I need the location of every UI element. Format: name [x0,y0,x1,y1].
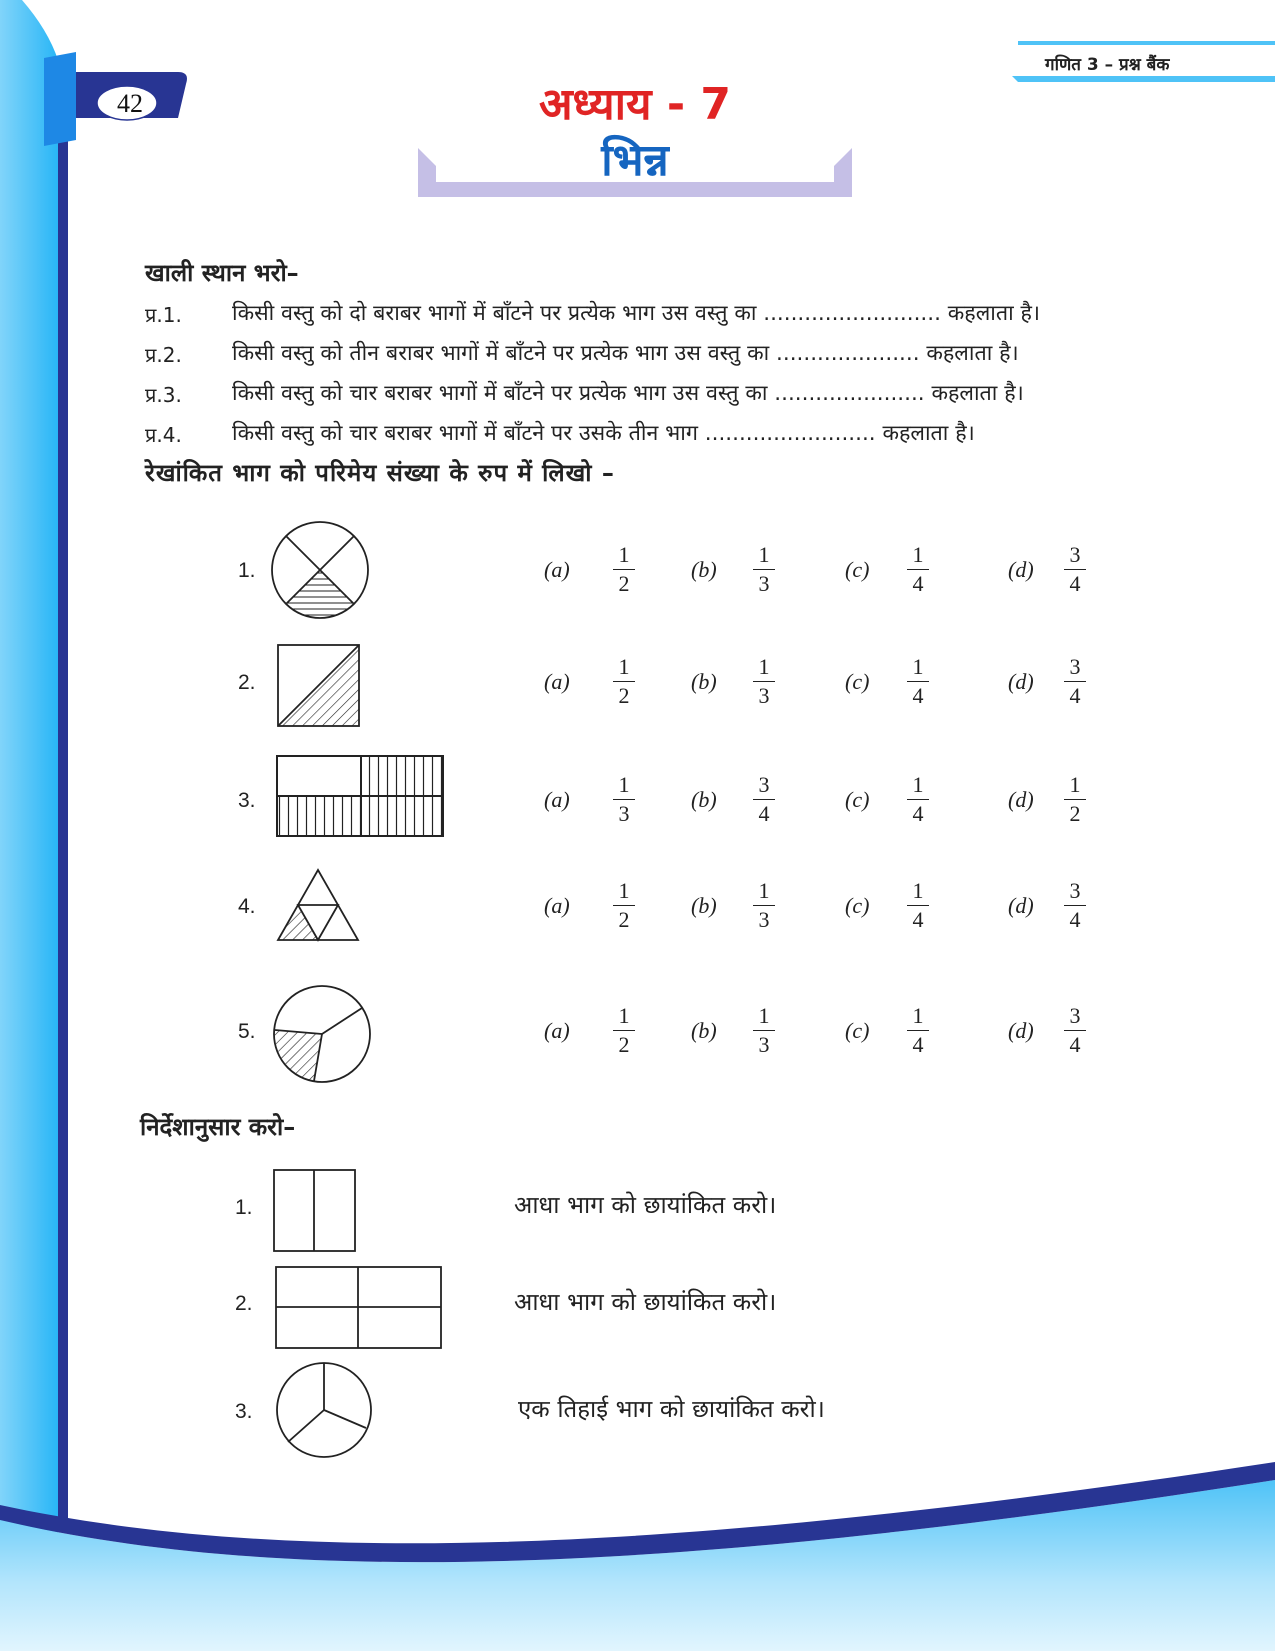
option-label[interactable]: (d) [1008,787,1034,812]
option-label[interactable]: (d) [1008,557,1034,582]
option-fraction[interactable]: 1 2 [1060,773,1090,826]
option-label[interactable]: (b) [691,787,717,812]
question-text: किसी वस्तु को चार बराबर भागों में बाँटने पर उसके तीन भाग ......................... कहलाता है। [232,421,975,446]
option-label[interactable]: (b) [691,557,717,582]
option-fraction[interactable]: 3 4 [749,773,779,826]
figure-circle-quarter-shaded [272,522,372,622]
question-text: किसी वस्तु को तीन बराबर भागों में बाँटने पर प्रत्येक भाग उस वस्तु का ..................... कहलाता है। [232,341,1019,366]
left-stripe [58,60,68,1530]
directions-heading: निर्देशानुसार करो– [140,1113,296,1141]
option-fraction[interactable]: 1 2 [609,543,639,596]
option-fraction[interactable]: 3 4 [1060,655,1090,708]
option-fraction[interactable]: 3 4 [1060,879,1090,932]
option-label[interactable]: (a) [544,1018,570,1043]
figure-rectangle-quarters[interactable] [274,1265,444,1351]
option-label[interactable]: (c) [845,893,870,918]
page-title: भिन्न [601,135,669,186]
question-number: प्र.2. [145,343,182,367]
option-fraction[interactable]: 1 4 [903,773,933,826]
page-number: 42 [117,89,143,118]
mcq-item-number: 1. [238,559,256,582]
question-number: प्र.3. [145,383,182,407]
option-label[interactable]: (d) [1008,1018,1034,1043]
option-label[interactable]: (c) [845,669,870,694]
question-text: किसी वस्तु को चार बराबर भागों में बाँटने पर प्रत्येक भाग उस वस्तु का ...................... कहलाता है। [232,381,1024,406]
option-fraction[interactable]: 1 3 [749,879,779,932]
option-fraction[interactable]: 3 4 [1060,543,1090,596]
direction-instruction: एक तिहाई भाग को छायांकित करो। [518,1395,825,1423]
option-fraction[interactable]: 1 3 [749,543,779,596]
option-fraction[interactable]: 1 3 [749,1004,779,1057]
option-label[interactable]: (b) [691,893,717,918]
option-label[interactable]: (c) [845,557,870,582]
direction-item-number: 1. [235,1196,253,1219]
question-number: प्र.1. [145,303,182,327]
direction-instruction: आधा भाग को छायांकित करो। [514,1288,777,1316]
figure-circle-thirds[interactable] [276,1362,376,1462]
option-label[interactable]: (d) [1008,893,1034,918]
figure-circle-third-shaded [274,986,374,1086]
option-fraction[interactable]: 1 4 [903,655,933,708]
chapter-heading: अध्याय - 7 [538,79,732,130]
figure-rectangle-halves[interactable] [272,1168,358,1254]
option-fraction[interactable]: 1 3 [749,655,779,708]
mcq-item-number: 4. [238,895,256,918]
option-label[interactable]: (a) [544,557,570,582]
book-label: गणित 3 – प्रश्न बैंक [1045,55,1170,75]
option-fraction[interactable]: 1 3 [609,773,639,826]
option-label[interactable]: (c) [845,787,870,812]
option-label[interactable]: (b) [691,669,717,694]
figure-square-half-shaded [276,643,362,729]
figure-rectangle-three-quarters-shaded [275,754,445,840]
option-label[interactable]: (b) [691,1018,717,1043]
tab-flag [44,52,76,146]
mcq-item-number: 2. [238,671,256,694]
option-fraction[interactable]: 1 2 [609,879,639,932]
option-fraction[interactable]: 1 2 [609,655,639,708]
option-fraction[interactable]: 3 4 [1060,1004,1090,1057]
option-label[interactable]: (c) [845,1018,870,1043]
mcq-item-number: 5. [238,1020,256,1043]
question-text: किसी वस्तु को दो बराबर भागों में बाँटने पर प्रत्येक भाग उस वस्तु का .......................... कहलाता है। [232,301,1041,326]
direction-item-number: 3. [235,1400,253,1423]
direction-instruction: आधा भाग को छायांकित करो। [514,1191,777,1219]
option-label[interactable]: (a) [544,787,570,812]
fill-blanks-heading: खाली स्थान भरो– [145,259,299,287]
mcq-item-number: 3. [238,789,256,812]
option-label[interactable]: (a) [544,893,570,918]
figure-triangle-quarter-shaded [276,867,362,943]
option-fraction[interactable]: 1 4 [903,879,933,932]
option-fraction[interactable]: 1 4 [903,543,933,596]
option-label[interactable]: (d) [1008,669,1034,694]
option-fraction[interactable]: 1 2 [609,1004,639,1057]
direction-item-number: 2. [235,1292,253,1315]
option-label[interactable]: (a) [544,669,570,694]
header-line-bottom [1012,76,1275,82]
mcq-heading: रेखांकित भाग को परिमेय संख्या के रुप में लिखो – [145,459,615,487]
option-fraction[interactable]: 1 4 [903,1004,933,1057]
left-band [0,0,58,1560]
question-number: प्र.4. [145,423,182,447]
